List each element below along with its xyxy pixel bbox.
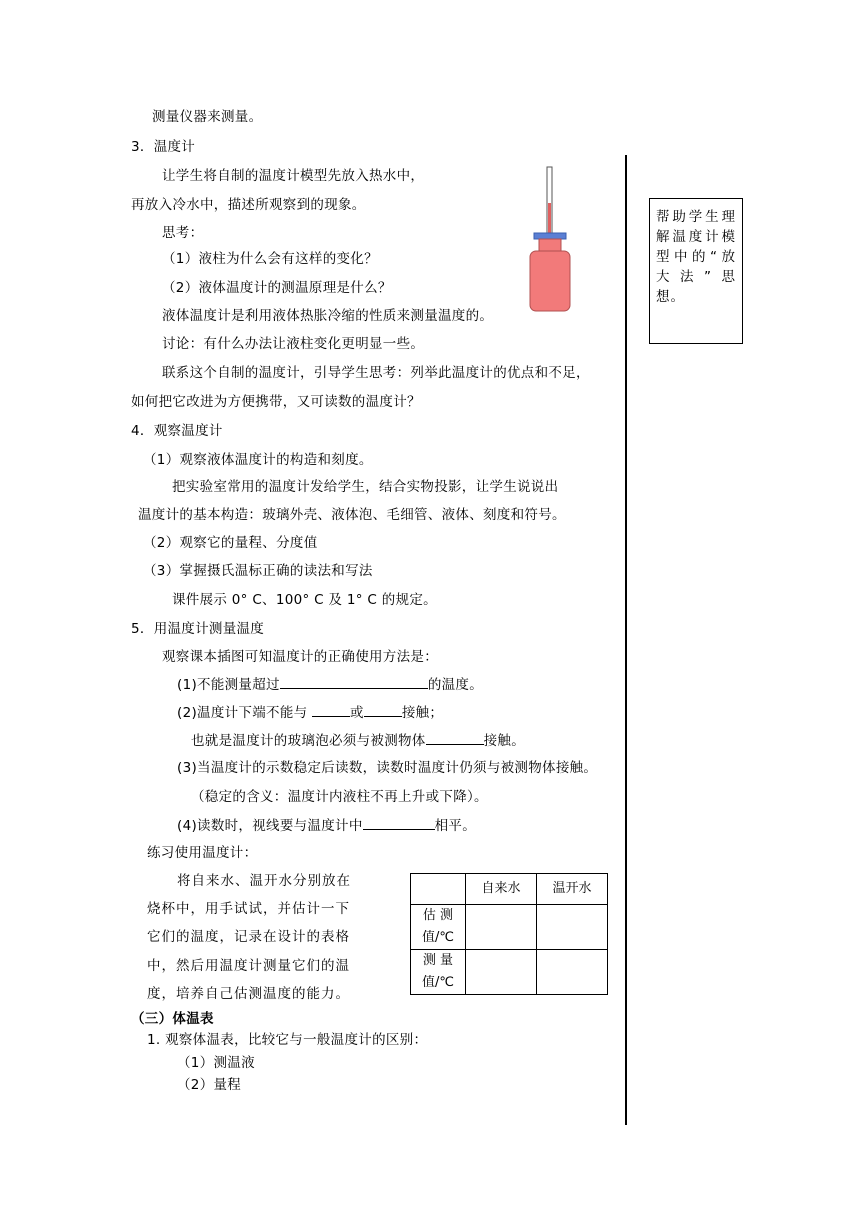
text-line-16: （2）观察它的量程、分度值	[143, 535, 318, 551]
table-row-label	[411, 905, 466, 950]
rule-3: (3)当温度计的示数稳定后读数，读数时温度计仍须与被测物体接触。	[177, 760, 598, 776]
principle-text: 液体温度计是利用液体热胀冷缩的性质来测量温度的。	[162, 308, 494, 324]
rule-3b: （稳定的含义：温度计内液柱不再上升或下降）。	[191, 789, 488, 805]
question-2: （2）液体温度计的测温原理是什么？	[162, 280, 392, 296]
table-header-row	[411, 874, 608, 905]
table-row	[411, 950, 608, 995]
bottle-cap	[534, 233, 566, 239]
heading-observe: 4．观察温度计	[131, 423, 223, 439]
record-table	[410, 873, 608, 995]
rule-2	[177, 703, 443, 722]
heading-thermometer: 3．温度计	[131, 139, 196, 155]
think-label: 思考：	[162, 225, 204, 241]
text-line-13: （1）观察液体温度计的构造和刻度。	[143, 452, 373, 468]
rule-2b-pre: 也就是温度计的玻璃泡必须与被测物体	[191, 733, 426, 749]
practice-line-2: 烧杯中，用手试试，并估计一下	[147, 901, 350, 917]
text-line-3: 让学生将自制的温度计模型先放入热水中，	[162, 168, 425, 184]
discussion-text: 讨论：有什么办法让液柱变化更明显一些。	[162, 336, 425, 352]
section-body-thermometer-title: （三）体温表	[131, 1011, 214, 1027]
row-label-line-2: 值/℃	[422, 975, 454, 990]
rule-4-pre: (4)读数时，视线要与温度计中	[177, 818, 363, 834]
text-line-15: 温度计的基本构造：玻璃外壳、液体泡、毛细管、液体、刻度和符号。	[138, 507, 566, 523]
rule-2-pre: (2)温度计下端不能与	[177, 705, 313, 721]
table-row-label	[411, 950, 466, 995]
text-line-4: 再放入冷水中，描述所观察到的现象。	[131, 197, 366, 213]
table-header-warm-water: 温开水	[537, 874, 608, 905]
text-line-11: 如何把它改进为方便携带，又可读数的温度计？	[131, 394, 421, 410]
text-line-20: 观察课本插图可知温度计的正确使用方法是：	[162, 649, 438, 665]
row-label-line-1: 测 量	[422, 953, 454, 968]
question-1: （1）液柱为什么会有这样的变化？	[162, 251, 378, 267]
table-header-empty	[411, 874, 466, 905]
text-line-18: 课件展示 0° C、100° C 及 1° C 的规定。	[172, 592, 437, 608]
row-label-line-2: 值/℃	[422, 930, 454, 945]
table-header-tap-water: 自来水	[466, 874, 537, 905]
rule-1-pre: (1)不能测量超过	[177, 677, 280, 693]
practice-line-1: 将自来水、温开水分别放在	[177, 873, 351, 889]
table-cell[interactable]	[466, 950, 537, 995]
rule-1	[177, 675, 483, 694]
table-cell[interactable]	[537, 905, 608, 950]
table-cell[interactable]	[466, 905, 537, 950]
rule-2-mid: 或	[350, 705, 364, 721]
margin-note: 帮助学生理解温度计模型中的“放大法”思想。	[649, 198, 743, 344]
heading-measure: 5．用温度计测量温度	[131, 621, 265, 637]
rule-1-post: 的温度。	[427, 677, 484, 693]
rule-2b	[191, 731, 525, 750]
blank-1[interactable]	[280, 675, 428, 689]
bottle-neck	[539, 239, 561, 251]
text-line-10: 联系这个自制的温度计，引导学生思考：列举此温度计的优点和不足，	[162, 365, 590, 381]
section3-line-3: （2）量程	[177, 1077, 242, 1093]
rule-4-post: 相平。	[434, 818, 477, 834]
thermometer-model-illustration	[524, 165, 584, 315]
rule-2b-post: 接触。	[483, 733, 526, 749]
table-row	[411, 905, 608, 950]
section3-line-1: 1. 观察体温表，比较它与一般温度计的区别：	[147, 1032, 428, 1048]
table-cell[interactable]	[537, 950, 608, 995]
practice-line-5: 度，培养自己估测温度的能力。	[147, 986, 350, 1002]
rule-2-post: 接触；	[401, 705, 444, 721]
practice-line-4: 中，然后用温度计测量它们的温	[147, 958, 350, 974]
section3-line-2: （1）测温液	[177, 1055, 255, 1071]
practice-title: 练习使用温度计：	[147, 845, 258, 861]
margin-divider	[625, 155, 627, 1125]
blank-4[interactable]	[363, 816, 435, 830]
blank-2b[interactable]	[364, 703, 402, 717]
text-line-14: 把实验室常用的温度计发给学生，结合实物投影，让学生说说出	[172, 479, 559, 495]
blank-3[interactable]	[426, 731, 484, 745]
row-label-line-1: 估 测	[422, 908, 454, 923]
text-line-17: （3）掌握摄氏温标正确的读法和写法	[143, 563, 373, 579]
rule-4	[177, 816, 476, 835]
blank-2a[interactable]	[312, 703, 350, 717]
practice-line-3: 它们的温度，记录在设计的表格	[147, 929, 350, 945]
text-line-1: 测量仪器来测量。	[152, 109, 263, 125]
bottle-body	[530, 251, 570, 311]
